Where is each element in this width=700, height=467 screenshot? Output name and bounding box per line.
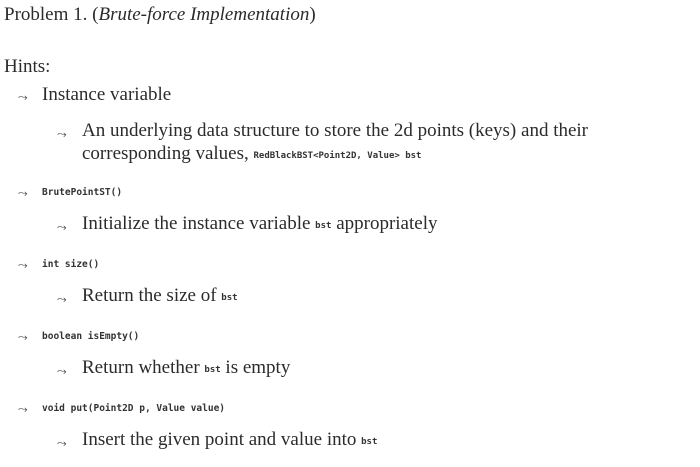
hint-instance-detail-line2: corresponding values, RedBlackBST<Point2D, Value> bst — [82, 143, 422, 164]
hint-put: void put(Point2D p, Value value) — [42, 403, 226, 414]
hint-size-detail: Return the size of bst — [82, 285, 238, 306]
hint-constructor: BrutePointST() — [42, 187, 123, 198]
code-bst: bst — [361, 437, 378, 447]
code-bst: bst — [221, 293, 238, 303]
squiggle-arrow-icon: ⤳ — [57, 220, 67, 234]
code-bst: bst — [315, 221, 332, 231]
problem-subtitle: (Brute-force Implementation) — [92, 4, 316, 25]
squiggle-arrow-icon: ⤳ — [57, 292, 67, 306]
code-bst: bst — [204, 365, 221, 375]
squiggle-arrow-icon: ⤳ — [57, 127, 67, 141]
squiggle-arrow-icon: ⤳ — [18, 90, 28, 104]
hint-isempty: boolean isEmpty() — [42, 331, 140, 342]
hints-label: Hints: — [4, 56, 51, 77]
code-redblackbst: RedBlackBST<Point2D, Value> bst — [253, 151, 422, 161]
hint-put-detail: Insert the given point and value into bst — [82, 429, 378, 450]
problem-title — [4, 4, 316, 26]
squiggle-arrow-icon: ⤳ — [18, 330, 28, 344]
squiggle-arrow-icon: ⤳ — [18, 186, 28, 200]
squiggle-arrow-icon: ⤳ — [18, 258, 28, 272]
hint-instance-variable: Instance variable — [42, 84, 172, 105]
hint-isempty-detail: Return whether bst is empty — [82, 357, 291, 378]
hint-constructor-detail: Initialize the instance variable bst appropriately — [82, 213, 438, 234]
hint-instance-detail-line1: An underlying data structure to store the 2d points (keys) and their — [82, 120, 589, 141]
hint-size: int size() — [42, 259, 100, 270]
squiggle-arrow-icon: ⤳ — [57, 436, 67, 450]
squiggle-arrow-icon: ⤳ — [57, 364, 67, 378]
problem-number: Problem 1. — [4, 4, 88, 25]
squiggle-arrow-icon: ⤳ — [18, 402, 28, 416]
